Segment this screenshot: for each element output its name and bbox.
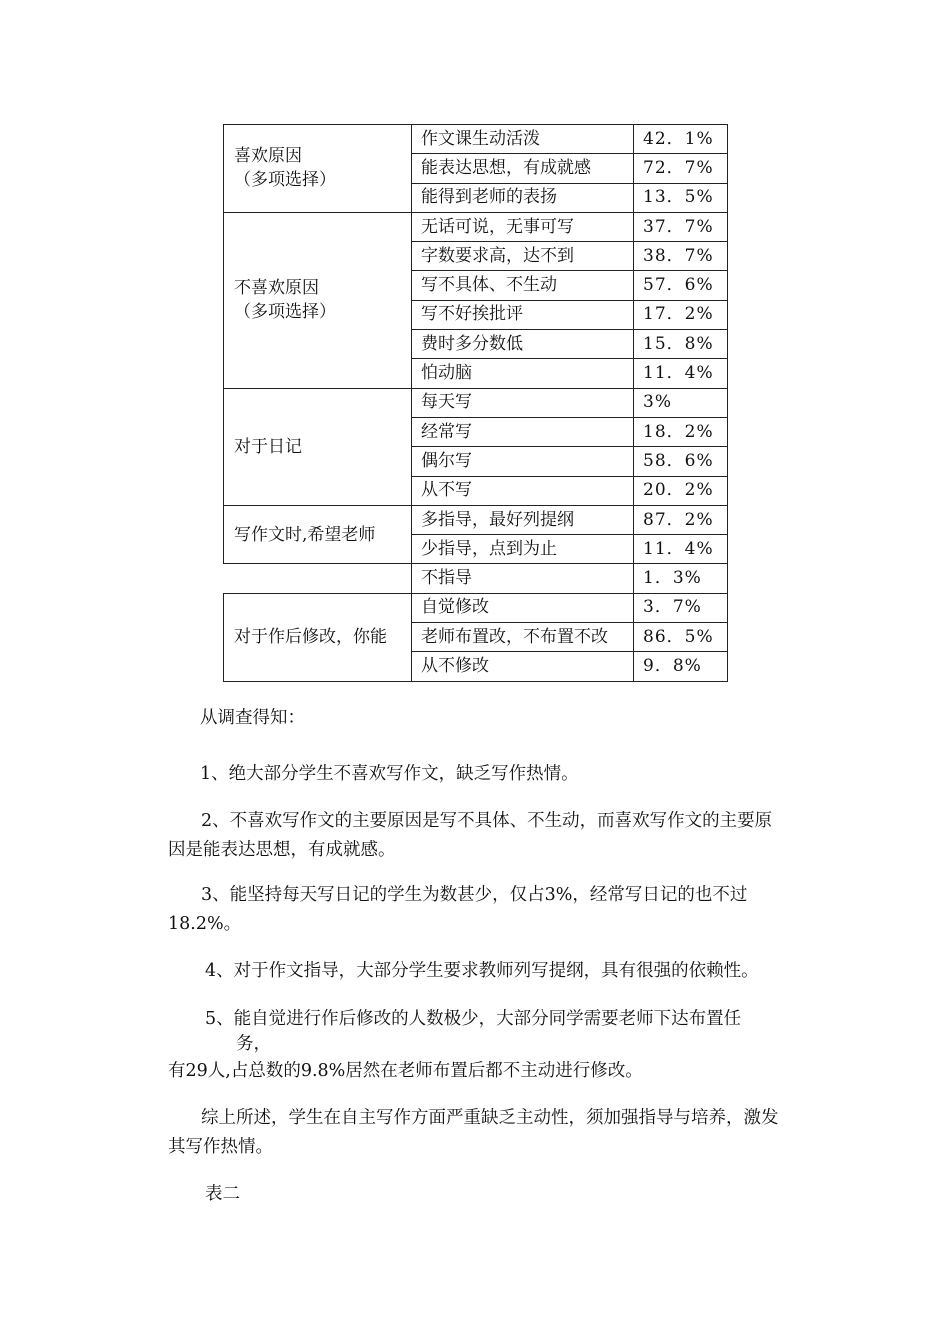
percentage-cell: 11．4% bbox=[634, 535, 728, 564]
percentage-cell: 13．5% bbox=[634, 183, 728, 212]
percentage-cell: 3．7% bbox=[634, 593, 728, 622]
option-cell: 从不修改 bbox=[412, 652, 634, 681]
finding-5-line2: 务， bbox=[236, 1034, 271, 1054]
option-cell: 自觉修改 bbox=[412, 593, 634, 622]
option-cell: 每天写 bbox=[412, 388, 634, 417]
option-cell: 能表达思想，有成就感 bbox=[412, 154, 634, 183]
percentage-cell: 20．2% bbox=[634, 476, 728, 505]
percentage-cell: 37．7% bbox=[634, 212, 728, 241]
category-cell bbox=[224, 564, 412, 593]
survey-table bbox=[223, 124, 728, 682]
option-cell: 费时多分数低 bbox=[412, 330, 634, 359]
table-row bbox=[224, 593, 728, 622]
percentage-cell: 15．8% bbox=[634, 330, 728, 359]
table-row bbox=[224, 388, 728, 417]
finding-4: 4、对于作文指导，大部分学生要求教师列写提纲，具有很强的依赖性。 bbox=[205, 961, 759, 981]
category-cell bbox=[224, 593, 412, 681]
option-cell: 老师布置改，不布置不改 bbox=[412, 623, 634, 652]
percentage-cell: 57．6% bbox=[634, 271, 728, 300]
category-cell bbox=[224, 125, 412, 213]
option-cell: 经常写 bbox=[412, 417, 634, 446]
option-cell: 字数要求高，达不到 bbox=[412, 242, 634, 271]
option-cell: 能得到老师的表扬 bbox=[412, 183, 634, 212]
percentage-cell: 58．6% bbox=[634, 447, 728, 476]
category-label: 喜欢原因 bbox=[234, 146, 302, 167]
percentage-cell: 1．3% bbox=[634, 564, 728, 593]
percentage-cell: 3% bbox=[634, 388, 728, 417]
option-cell: 怕动脑 bbox=[412, 359, 634, 388]
option-cell: 从不写 bbox=[412, 476, 634, 505]
category-cell bbox=[224, 212, 412, 388]
percentage-cell: 38．7% bbox=[634, 242, 728, 271]
finding-5-line3: 有29人,占总数的9.8%居然在老师布置后都不主动进行修改。 bbox=[168, 1061, 643, 1081]
percentage-cell: 72．7% bbox=[634, 154, 728, 183]
category-label: 不喜欢原因 bbox=[234, 278, 319, 299]
summary-paragraph: 综上所述，学生在自主写作方面严重缺乏主动性，须加强指导与培养，激发其写作热情。 bbox=[168, 1108, 779, 1157]
table-row bbox=[224, 564, 728, 593]
category-label: （多项选择） bbox=[234, 302, 336, 323]
percentage-cell: 42．1% bbox=[634, 125, 728, 154]
option-cell: 作文课生动活泼 bbox=[412, 125, 634, 154]
percentage-cell: 17．2% bbox=[634, 300, 728, 329]
option-cell: 偶尔写 bbox=[412, 447, 634, 476]
finding-5-line1: 5、能自觉进行作后修改的人数极少，大部分同学需要老师下达布置任 bbox=[205, 1009, 742, 1029]
option-cell: 写不好挨批评 bbox=[412, 300, 634, 329]
percentage-cell: 87．2% bbox=[634, 505, 728, 534]
finding-3: 3、能坚持每天写日记的学生为数甚少，仅占3%，经常写日记的也不过18.2%。 bbox=[168, 885, 748, 934]
category-cell bbox=[224, 388, 412, 505]
category-label: 写作文时,希望老师 bbox=[234, 524, 376, 545]
table-row bbox=[224, 505, 728, 534]
intro-text: 从调查得知： bbox=[200, 708, 305, 728]
category-cell bbox=[224, 505, 412, 564]
table2-label: 表二 bbox=[205, 1184, 240, 1204]
option-cell: 无话可说，无事可写 bbox=[412, 212, 634, 241]
category-label: 对于日记 bbox=[234, 436, 302, 457]
percentage-cell: 18．2% bbox=[634, 417, 728, 446]
table-row bbox=[224, 125, 728, 154]
percentage-cell: 11．4% bbox=[634, 359, 728, 388]
percentage-cell: 86．5% bbox=[634, 623, 728, 652]
option-cell: 多指导，最好列提纲 bbox=[412, 505, 634, 534]
option-cell: 写不具体、不生动 bbox=[412, 271, 634, 300]
table-row bbox=[224, 212, 728, 241]
finding-1: 1、绝大部分学生不喜欢写作文，缺乏写作热情。 bbox=[200, 764, 579, 784]
percentage-cell: 9．8% bbox=[634, 652, 728, 681]
category-label: 对于作后修改，你能 bbox=[234, 627, 387, 648]
finding-2: 2、不喜欢写作文的主要原因是写不具体、不生动，而喜欢写作文的主要原因是能表达思想，有成就感。 bbox=[168, 811, 773, 860]
option-cell: 不指导 bbox=[412, 564, 634, 593]
category-label: （多项选择） bbox=[234, 170, 336, 191]
option-cell: 少指导，点到为止 bbox=[412, 535, 634, 564]
